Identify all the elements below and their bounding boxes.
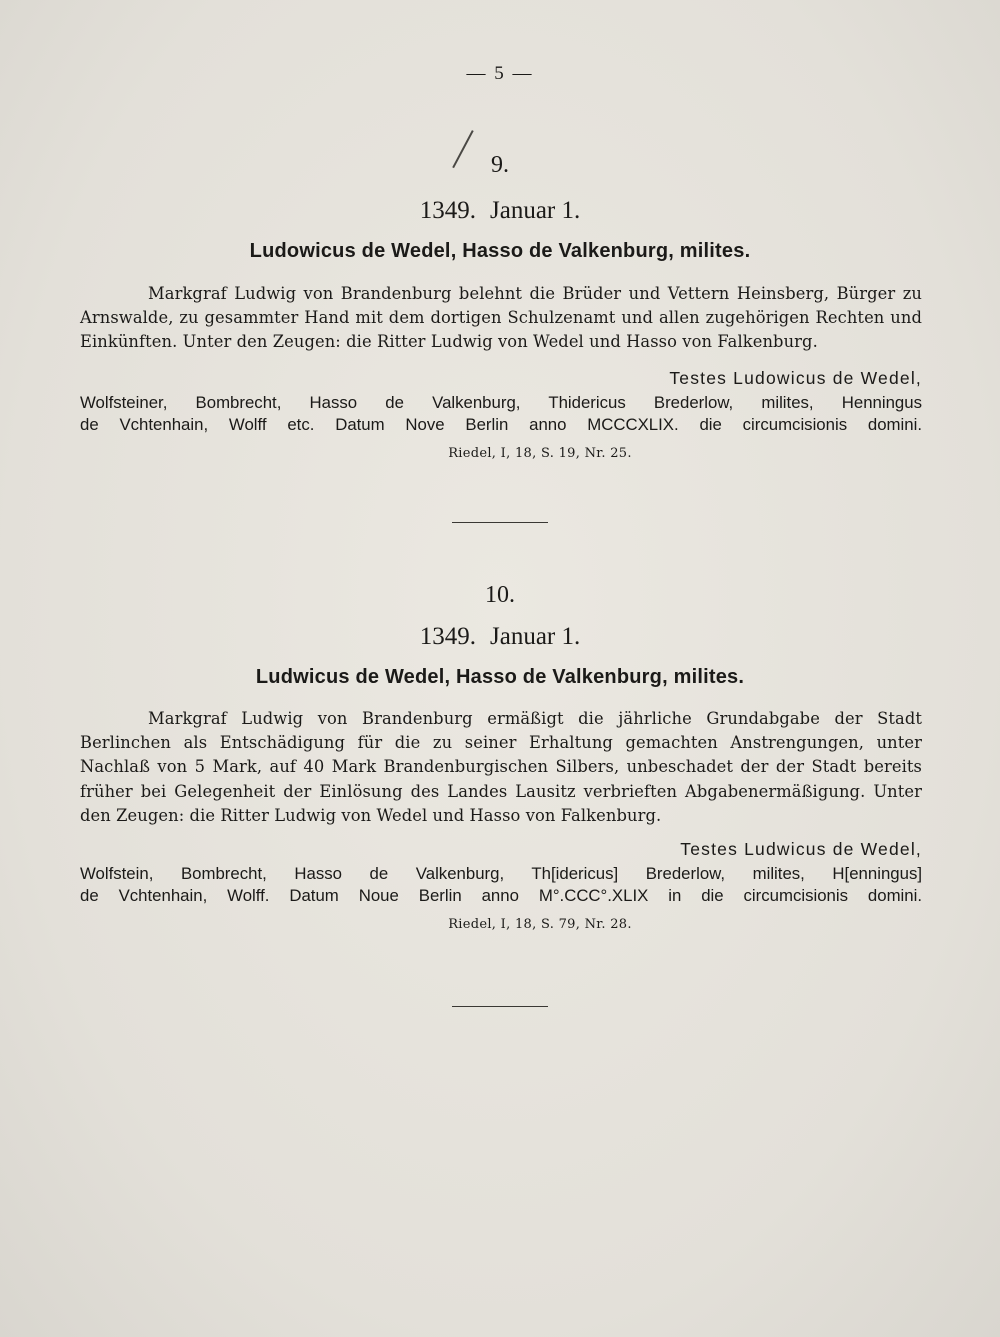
document-quote (80, 864, 922, 906)
quote-line: de Vchtenhain, Wolff etc. Datum Nove Berlin anno MCCCXLIX. die circumcisionis domini. (80, 414, 922, 434)
document-citation: Riedel, I, 18, S. 19, Nr. 25. (448, 446, 632, 461)
document-citation: Riedel, I, 18, S. 79, Nr. 28. (448, 917, 632, 932)
quote-line: Wolfstein, Bombrecht, Hasso de Valkenburg, Th[idericus] Brederlow, milites, H[enningus] (80, 864, 922, 883)
document-quote-lead: Testes Ludwicus de Wedel, (680, 839, 922, 859)
document-heading: Ludowicus de Wedel, Hasso de Valkenburg, milites. (249, 240, 751, 262)
document-day: Januar 1. (490, 623, 581, 650)
document-year: 1349. (419, 197, 476, 224)
document-number: 10. (485, 582, 515, 608)
page-number: — 5 — (466, 63, 534, 84)
document-date (0, 623, 1000, 651)
document-quote (80, 393, 922, 435)
document-regest: Markgraf Ludwig von Brandenburg ermäßigt die jährliche Grundabgabe der Stadt Berlinchen als Entschädigung für die zu seiner Erhaltung gemachten Anstrengungen, unter Nachlaß von 5 Mark, auf 40 Mark Brandenburgischen Silbers, unbeschadet der der Stadt bereits früher bei Gelegenheit der Einlösung des Landes Lausitz verbrieften Abgabenermäßigung. Unter den Zeugen: die Ritter Ludwig von Wedel und Hasso von Falkenburg. (80, 709, 922, 825)
document-year: 1349. (419, 623, 476, 650)
document-quote-lead: Testes Ludowicus de Wedel, (669, 368, 922, 388)
document-number: 9. (491, 152, 509, 178)
document-heading: Ludwicus de Wedel, Hasso de Valkenburg, milites. (255, 666, 745, 688)
section-divider (452, 1006, 548, 1007)
quote-line: Wolfsteiner, Bombrecht, Hasso de Valkenburg, Thidericus Brederlow, milites, Henningus (80, 393, 922, 412)
document-regest: Markgraf Ludwig von Brandenburg belehnt die Brüder und Vettern Heinsberg, Bürger zu Arnswalde, zu gesammter Hand mit dem dortigen Schulzenamt und allen zugehörigen Rechten und Einkünften. Unter den Zeugen: die Ritter Ludwig von Wedel und Hasso von Falkenburg. (80, 284, 922, 352)
document-date (0, 197, 1000, 225)
quote-line: de Vchtenhain, Wolff. Datum Noue Berlin anno M°.CCC°.XLIX in die circumcisionis domini. (80, 885, 922, 905)
document-day: Januar 1. (490, 197, 581, 224)
section-divider (452, 522, 548, 523)
